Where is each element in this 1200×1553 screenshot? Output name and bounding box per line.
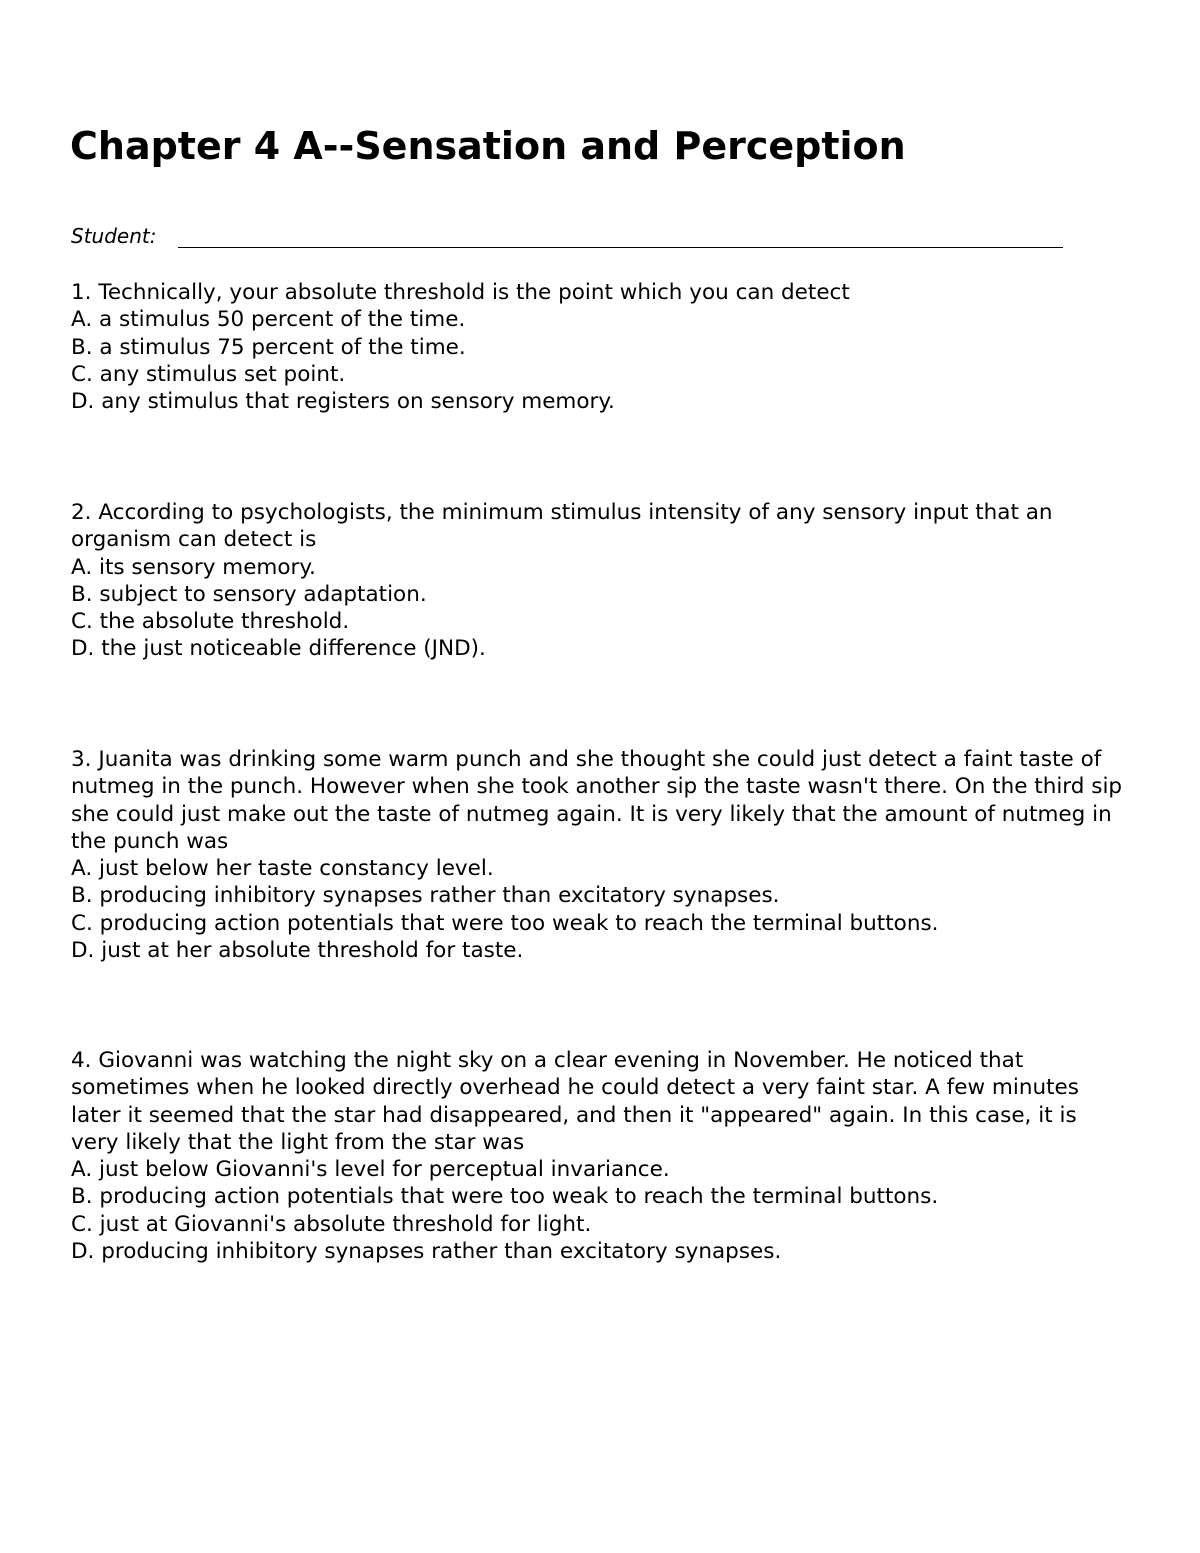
question-3	[71, 746, 1141, 964]
answer-option-a: A. a stimulus 50 percent of the time.	[71, 307, 466, 333]
answer-option-a: A. just below Giovanni's level for perceptual invariance.	[71, 1157, 670, 1183]
answer-option-a: A. just below her taste constancy level.	[71, 856, 494, 882]
answer-option-d: D. the just noticeable difference (JND).	[71, 636, 486, 662]
answer-option-d: D. just at her absolute threshold for taste.	[71, 938, 524, 964]
question-1	[71, 279, 1141, 415]
page-title: Chapter 4 A--Sensation and Perception	[70, 124, 906, 168]
answer-option-c: C. producing action potentials that were too weak to reach the terminal buttons.	[71, 910, 939, 936]
student-field	[71, 222, 1063, 250]
answer-option-b: B. producing action potentials that were too weak to reach the terminal buttons.	[71, 1184, 939, 1210]
answer-option-d: D. producing inhibitory synapses rather than excitatory synapses.	[71, 1239, 782, 1265]
answer-option-a: A. its sensory memory.	[71, 554, 316, 580]
question-stem: 2. According to psychologists, the minimum stimulus intensity of any sensory input that an organism can detect is	[71, 500, 1053, 553]
question-4	[71, 1047, 1121, 1265]
question-stem: 1. Technically, your absolute threshold is the point which you can detect	[71, 280, 850, 305]
question-2	[71, 499, 1141, 663]
answer-option-d: D. any stimulus that registers on sensory memory.	[71, 389, 615, 415]
question-stem: 3. Juanita was drinking some warm punch and she thought she could just detect a faint taste of nutmeg in the punch. However when she took another sip the taste wasn't there. On the third sip she could just make out the taste of nutmeg again. It is very likely that the amount of nutmeg in the punch was	[71, 747, 1123, 854]
answer-option-b: B. subject to sensory adaptation.	[71, 581, 427, 607]
student-name-line[interactable]	[178, 247, 1063, 248]
answer-option-c: C. just at Giovanni's absolute threshold for light.	[71, 1211, 592, 1237]
student-label: Student:	[71, 224, 157, 248]
answer-option-b: B. a stimulus 75 percent of the time.	[71, 334, 466, 360]
answer-option-c: C. the absolute threshold.	[71, 609, 350, 635]
question-stem: 4. Giovanni was watching the night sky on a clear evening in November. He noticed that sometimes when he looked directly overhead he could detect a very faint star. A few minutes later it seemed that the star had disappeared, and then it "appeared" again. In this case, it is very likely that the light from the star was	[71, 1048, 1079, 1155]
answer-option-b: B. producing inhibitory synapses rather than excitatory synapses.	[71, 883, 780, 909]
answer-option-c: C. any stimulus set point.	[71, 361, 346, 387]
